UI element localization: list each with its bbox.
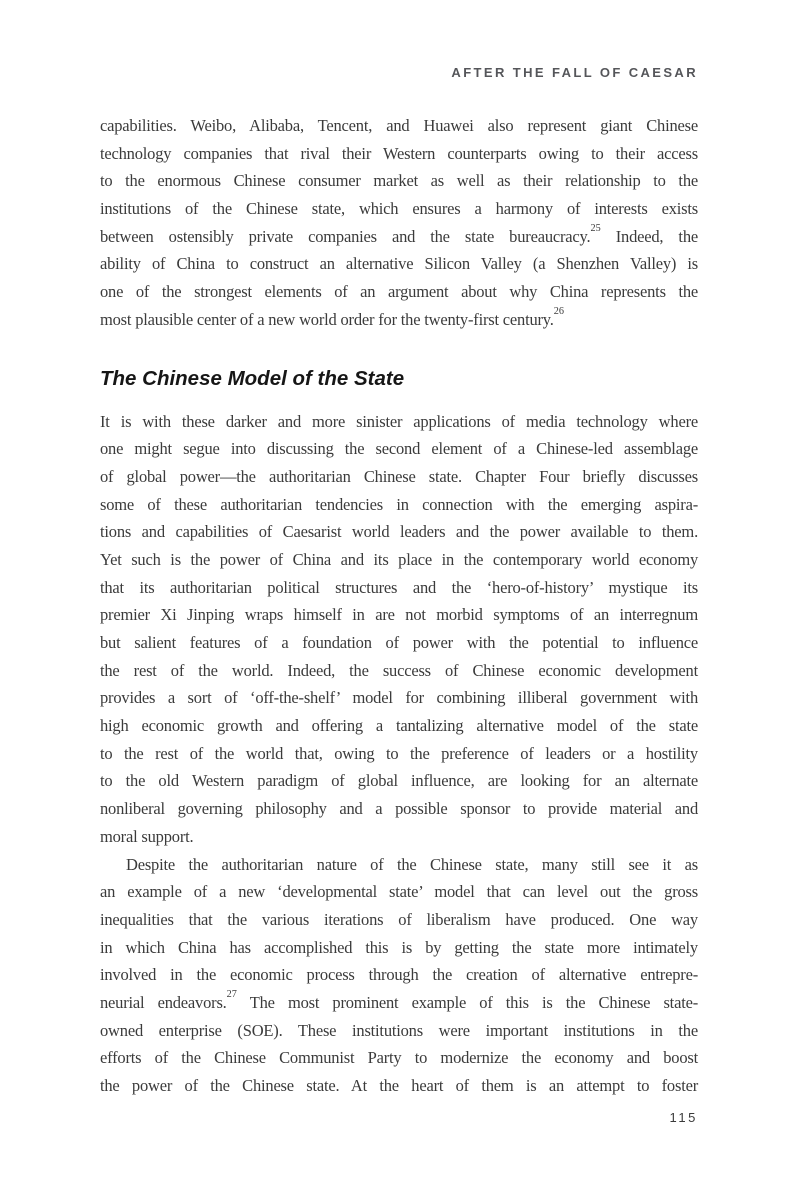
text-line (100, 823, 698, 851)
text-segment: to the enormous Chinese consumer market as well as their relationship to the (100, 171, 698, 191)
text-line (100, 934, 698, 962)
text-line (100, 851, 698, 879)
text-line (100, 906, 698, 934)
text-line (100, 629, 698, 657)
text-line (100, 740, 698, 768)
text-segment: Despite the authoritarian nature of the Chinese state, many still see it as (126, 854, 698, 874)
text-segment: efforts of the Chinese Communist Party to modernize the economy and boost (100, 1048, 698, 1068)
text-line (100, 878, 698, 906)
text-segment: neurial endeavors. (100, 992, 227, 1012)
text-segment: inequalities that the various iterations of liberalism have produced. One way (100, 909, 698, 929)
text-segment: technology companies that rival their Western counterparts owing to their access (100, 143, 698, 163)
text-segment: between ostensibly private companies and the state bureaucracy. (100, 226, 591, 246)
text-line (100, 195, 698, 223)
text-segment: but salient features of a foundation of power with the potential to influence (100, 633, 698, 652)
text-line (100, 435, 698, 463)
text-line (100, 306, 698, 334)
section-heading: The Chinese Model of the State (100, 366, 405, 390)
text-segment: The most prominent example of this is the Chinese state- (236, 992, 698, 1012)
text-segment: the rest of the world. Indeed, the success of Chinese economic development (100, 660, 698, 680)
text-segment: tions and capabilities of Caesarist world leaders and the power available to them. (100, 522, 698, 542)
text-segment: to the rest of the world that, owing to the preference of leaders or a hostility (100, 743, 698, 763)
text-segment: provides a sort of ‘off-the-shelf’ model for combining illiberal government with (100, 688, 698, 708)
text-segment: one of the strongest elements of an argument about why China represents the (100, 282, 698, 302)
text-line (100, 1044, 698, 1072)
text-line (100, 989, 698, 1017)
page-number: 115 (669, 1110, 698, 1125)
text-line (100, 408, 698, 436)
text-segment: ability of China to construct an alternative Silicon Valley (a Shenzhen Valley) is (100, 254, 698, 274)
text-line (100, 961, 698, 989)
text-segment: Yet such is the power of China and its place in the contemporary world economy (100, 549, 698, 569)
text-segment: the power of the Chinese state. At the heart of them is an attempt to foster (100, 1076, 698, 1095)
text-line (100, 795, 698, 823)
text-segment: institutions of the Chinese state, which ensures a harmony of interests exists (100, 199, 698, 219)
paragraph (100, 851, 698, 1100)
text-segment: that its authoritarian political structures and the ‘hero-of-history’ mystique its (100, 577, 698, 597)
text-segment: high economic growth and offering a tantalizing alternative model of the state (100, 716, 698, 736)
text-line (100, 112, 698, 140)
text-segment: an example of a new ‘developmental state’ model that can level out the gross (100, 882, 698, 902)
paragraph (100, 112, 698, 334)
text-line (100, 223, 698, 251)
text-line (100, 601, 698, 629)
text-segment: premier Xi Jinping wraps himself in are not morbid symptoms of an interregnum (100, 605, 698, 625)
paragraph (100, 408, 698, 851)
text-segment: owned enterprise (SOE). These institutions were important institutions in the (100, 1020, 698, 1040)
text-segment: involved in the economic process through the creation of alternative entrepre- (100, 965, 698, 985)
text-line (100, 574, 698, 602)
text-line (100, 167, 698, 195)
text-line (100, 546, 698, 574)
text-segment: of global power—the authoritarian Chinese state. Chapter Four briefly discusses (100, 466, 698, 486)
footnote-reference: 25 (590, 222, 601, 234)
text-segment: nonliberal governing philosophy and a possible sponsor to provide material and (100, 799, 698, 819)
text-line (100, 250, 698, 278)
text-line (100, 1072, 698, 1100)
text-segment: some of these authoritarian tendencies in connection with the emerging aspira- (100, 494, 698, 514)
text-segment: to the old Western paradigm of global influence, are looking for an alternate (100, 771, 698, 791)
text-segment: It is with these darker and more sinister applications of media technology where (100, 411, 698, 431)
text-line (100, 140, 698, 168)
footnote-reference: 26 (553, 305, 564, 317)
text-line (100, 712, 698, 740)
text-segment: moral support. (100, 826, 194, 846)
running-header: AFTER THE FALL OF CAESAR (451, 65, 698, 80)
footnote-reference: 27 (226, 988, 237, 1000)
text-line (100, 278, 698, 306)
text-segment: in which China has accomplished this is by getting the state more intimately (100, 937, 698, 957)
text-line (100, 767, 698, 795)
text-line (100, 657, 698, 685)
text-segment: capabilities. Weibo, Alibaba, Tencent, and Huawei also represent giant Chinese (100, 116, 698, 135)
text-line (100, 684, 698, 712)
text-segment: Indeed, the (600, 226, 698, 246)
text-line (100, 518, 698, 546)
text-line (100, 491, 698, 519)
text-segment: one might segue into discussing the second element of a Chinese-led assemblage (100, 439, 698, 459)
text-line (100, 463, 698, 491)
page-body (100, 112, 698, 1100)
text-line (100, 1017, 698, 1045)
text-segment: most plausible center of a new world order for the twenty-first century. (100, 309, 554, 329)
